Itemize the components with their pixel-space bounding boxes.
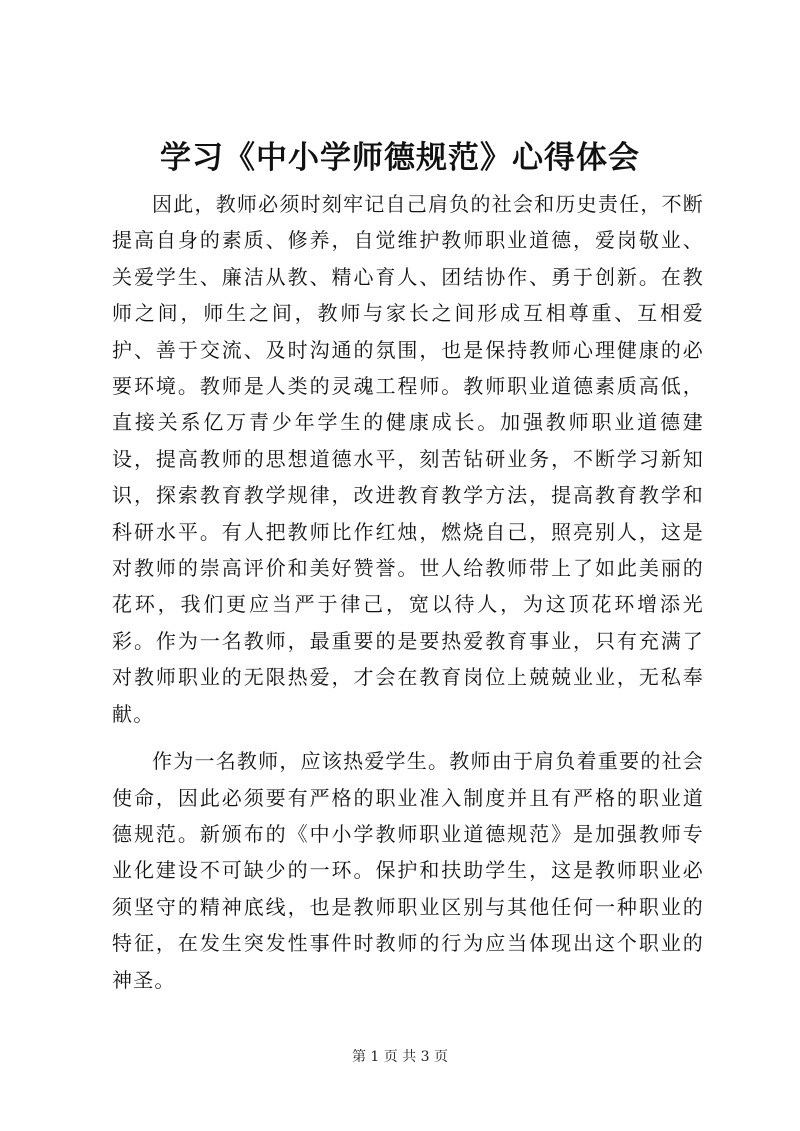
body-paragraph-2: 作为一名教师，应该热爱学生。教师由于肩负着重要的社会使命，因此必须要有严格的职业准入制度并且有严格的职业道德规范。新颁布的《中小学教师职业道德规范》是加强教师专业化建设不可缺少的一环。保护和扶助学生，这是教师职业必须坚守的精神底线，也是教师职业区别与其他任何一种职业的特征，在发生突发性事件时教师的行为应当体现出这个职业的神圣。 <box>112 749 704 992</box>
page-number-footer: 第 1 页 共 3 页 <box>351 1049 449 1065</box>
body-paragraph-1: 因此，教师必须时刻牢记自己肩负的社会和历史责任，不断提高自身的素质、修养，自觉维护教师职业道德，爱岗敬业、关爱学生、廉洁从教、精心育人、团结协作、勇于创新。在教师之间，师生之间，教师与家长之间形成互相尊重、互相爱护、善于交流、及时沟通的氛围，也是保持教师心理健康的必要环境。教师是人类的灵魂工程师。教师职业道德素质高低，直接关系亿万青少年学生的健康成长。加强教师职业道德建设，提高教师的思想道德水平，刻苦钻研业务，不断学习新知识，探索教育教学规律，改进教育教学方法，提高教育教学和科研水平。有人把教师比作红烛，燃烧自己，照亮别人，这是对教师的崇高评价和美好赞誉。世人给教师带上了如此美丽的花环，我们更应当严于律己，宽以待人，为这顶花环增添光彩。作为一名教师，最重要的是要热爱教育事业，只有充满了对教师职业的无限热爱，才会在教育岗位上兢兢业业，无私奉献。 <box>112 192 704 726</box>
document-title: 学习《中小学师德规范》心得体会 <box>160 140 640 176</box>
document-body <box>112 186 704 998</box>
